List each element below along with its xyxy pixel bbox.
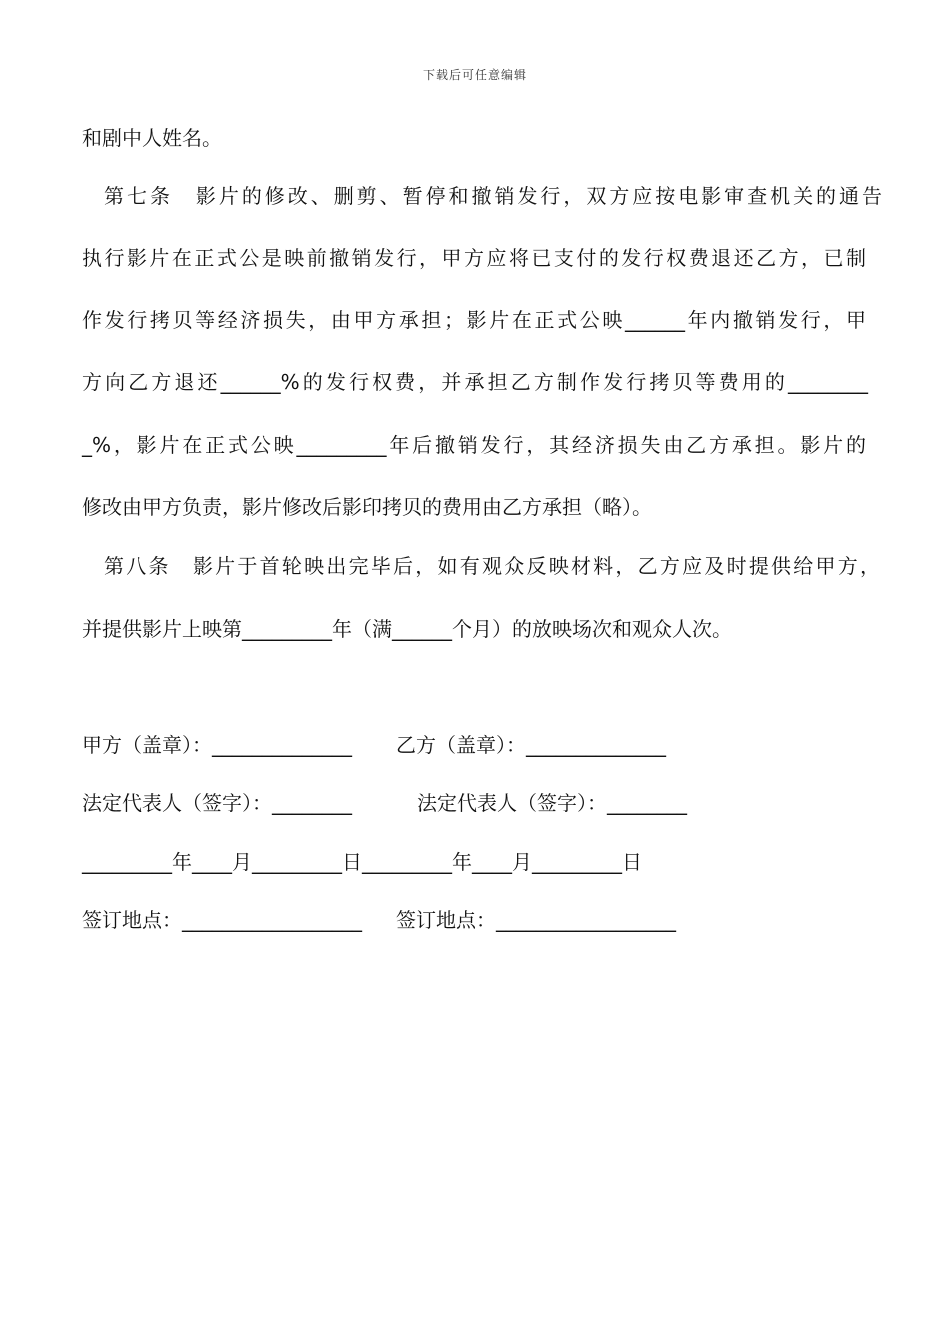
party-b-representative: 法定代表人（签字）：________	[417, 791, 687, 815]
article-8-line-1: 第八条 影片于首轮映出完毕后，如有观众反映材料，乙方应及时提供给甲方，	[104, 554, 880, 578]
party-a-representative: 法定代表人（签字）：________	[82, 791, 352, 815]
signing-dates: _________年____月_________日_________年____月_________日	[82, 850, 642, 874]
article-7-line-4: 方向乙方退还______%的发行权费，并承担乙方制作发行拷贝等费用的________	[82, 370, 868, 394]
article-7-line-6: 修改由甲方负责，影片修改后影印拷贝的费用由乙方承担（略）。	[82, 495, 652, 519]
article-7-line-2: 执行影片在正式公是映前撤销发行，甲方应将已支付的发行权费退还乙方，已制	[82, 246, 866, 270]
signing-place-b: 签订地点：__________________	[396, 908, 676, 932]
signing-place-a: 签订地点：__________________	[82, 908, 362, 932]
party-a-seal: 甲方（盖章）：______________	[82, 733, 352, 757]
article-7-line-1: 第七条 影片的修改、删剪、暂停和撤销发行，双方应按电影审查机关的通告	[104, 184, 882, 208]
article-8-line-2: 并提供影片上映第_________年（满______个月）的放映场次和观众人次。	[82, 617, 732, 641]
paragraph-line-1: 和剧中人姓名。	[82, 126, 222, 150]
article-7-line-3: 作发行拷贝等经济损失，由甲方承担；影片在正式公映______年内撤销发行，甲	[82, 308, 866, 332]
page-header-note: 下载后可任意编辑	[422, 68, 527, 82]
party-b-seal: 乙方（盖章）：______________	[396, 733, 666, 757]
article-7-line-5: _%，影片在正式公映_________年后撤销发行，其经济损失由乙方承担。影片的	[82, 433, 866, 457]
